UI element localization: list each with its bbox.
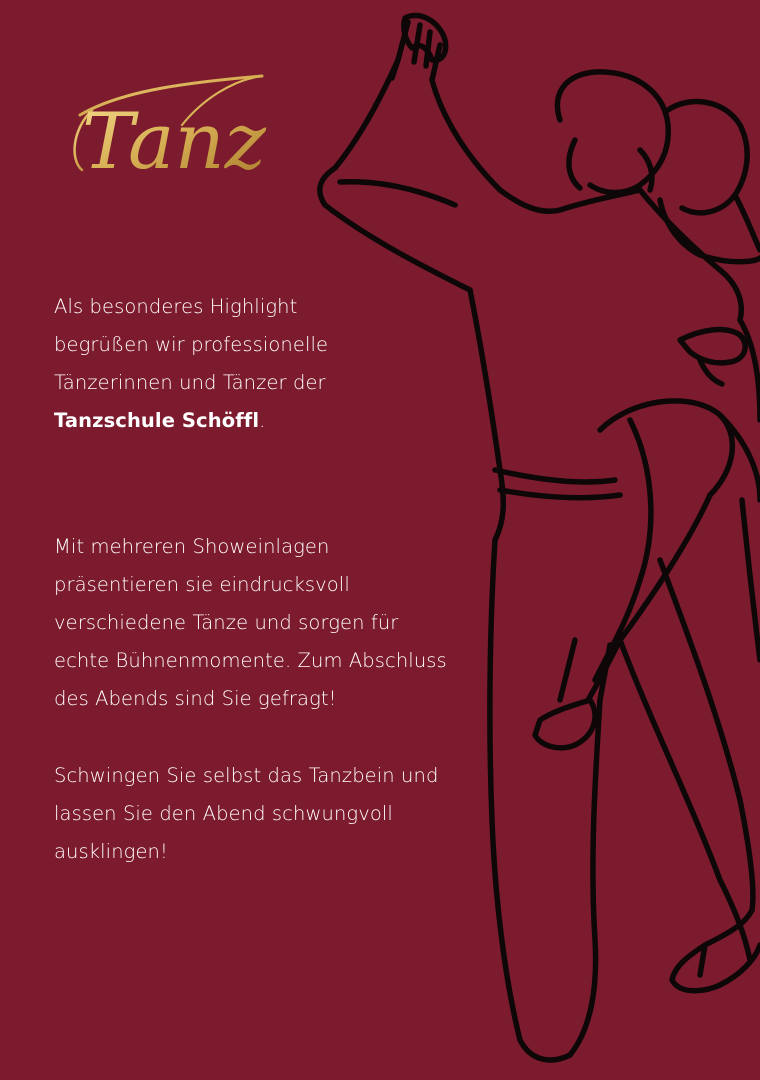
text-line: echte Bühnenmomente. Zum Abschluss [54, 649, 447, 672]
text-line: Mit mehreren Showeinlagen [54, 535, 330, 558]
text-line: des Abends sind Sie gefragt! [54, 687, 337, 710]
logo-text: Tanz [82, 97, 266, 187]
text-line: Als besonderes Highlight [54, 295, 298, 318]
sentence-end: . [259, 409, 266, 432]
paragraph-highlight [54, 288, 328, 440]
text-line: ausklingen! [54, 840, 168, 863]
text-line: Tänzerinnen und Tänzer der [54, 371, 326, 394]
tanz-logo [62, 70, 302, 200]
text-line: begrüßen wir professionelle [54, 333, 329, 356]
text-line [54, 402, 328, 440]
tanz-logo-graphic [62, 70, 302, 200]
dance-school-name: Tanzschule Schöffl [54, 409, 260, 432]
paragraph-shows [54, 528, 447, 718]
text-line: präsentieren sie eindrucksvoll [54, 573, 350, 596]
paragraph-invitation [54, 757, 438, 871]
text-line: Schwingen Sie selbst das Tanzbein und [54, 764, 439, 787]
text-line: verschiedene Tänze und sorgen für [54, 611, 399, 634]
text-line: lassen Sie den Abend schwungvoll [54, 802, 393, 825]
